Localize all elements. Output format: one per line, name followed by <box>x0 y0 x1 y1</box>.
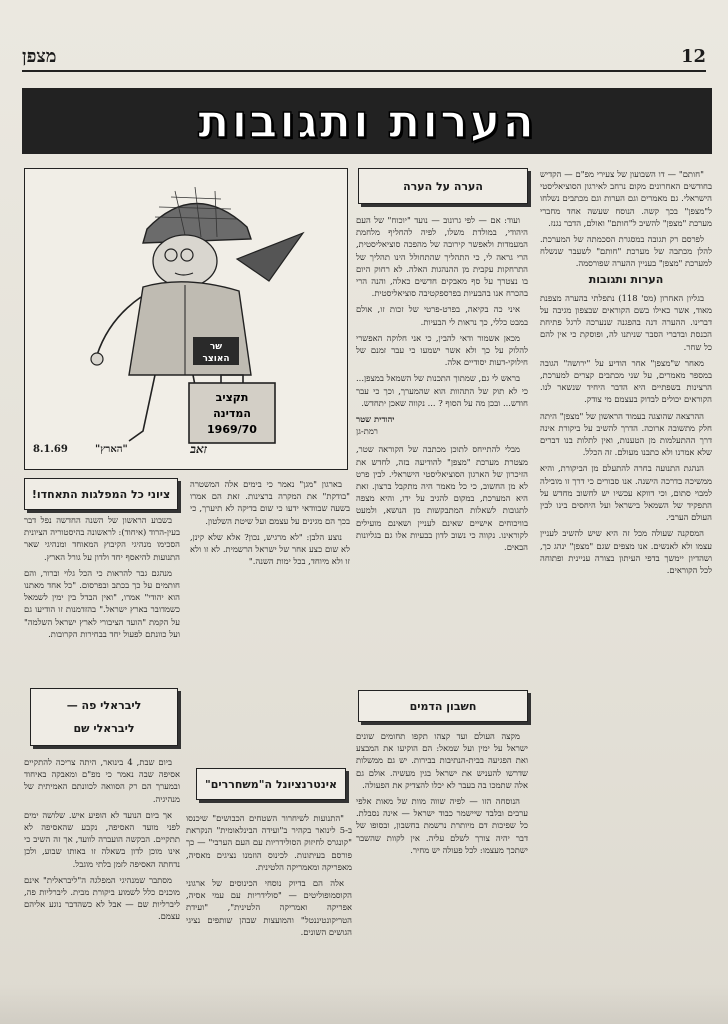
box-heading: אינטרנציונל ה"משחררים" <box>205 777 337 791</box>
middle-column-blood <box>356 730 528 855</box>
page-shading <box>0 984 728 1024</box>
right-para: הנהגת התנועה בחרה להתעלם מן הביקורת, והיא ממשיכה בדרכה הישנה. אנו סבורים כי דרך זו מובילה למבוי סתום, וכי דווקא עכשיו יש לחשוב מחדש על התפקיד של השמאל בישראל ועל היחסים בינו לבין העולם הערבי. <box>540 463 712 523</box>
mid-para: "התנועות לשיחרור השטחים הכבושים" שיכנסו ב-5 לינואר בקהיר ב"ועידה הבינלאומית" הנקראת "קונגרס לחיזוק הסולידריות עם העם הערבי" — כך פורסם בעיתונות. לכינוס הוזמנו נציגים מאסיה, מאפריקה ומאמריקה הלטינית. <box>186 813 352 872</box>
box-heading-line1: ליבראלי פה — <box>66 699 142 712</box>
page-number: 12 <box>680 46 706 67</box>
cartoon-date: 8.1.69 <box>33 444 68 455</box>
left-para: בשבוע הראשון של השנה החדשה נפל דבר בעין-הרוד (איחוד): לראשונה בהיסטוריה הציונית הסכימו מנהיגי הקיבוץ המאוחד ומנהיגי שאר התנועות להיאסף יחד ולדון על גורל הארץ. <box>24 515 180 562</box>
box-heading-line2: ליבראלי שם <box>73 722 135 735</box>
box-heading: חשבון הדמים <box>409 699 477 713</box>
heading-box-zionists-unite <box>24 478 178 510</box>
right-para: "חותם" — דו השבועון של צעירי מפ"ם — הקדיש בחודשים האחרונים מקום נרחב לאירגון הסוציאליסטי הישראלי. גם מאמרים וגם הערות וגם מכתבים נשלחו ל"מצפן" בכך קשה. הנוסח שעשה אחד מחברי מערכת "מצפן" להשיב ל"חותם" ואולם, הדבר נגנז. <box>540 169 712 228</box>
cartoon-frame <box>24 168 348 470</box>
left-column-zionists <box>24 514 180 684</box>
mid-para: ועוד: אם — לפי גרונוב — נועד "יוכוח" של העם היהודי, במולדת משלו, לפיה להחליף מלחמת המעמדות ולאפשר קירובה של מהפכה סוציאליסטית, הרי גראה לי, כי התהליך שהתחולל הינו תהליך של התרחקות עקבית מן ההנהגות האלה. לא רחוק היום בו נצטרך על סף מאבקים חדשים כאלה, והנה הרי בהכרח אנו בהבעיות בפרספקטיבה סוציאליסטית. <box>356 215 528 299</box>
left-para: בארגון "מגן" נאמר כי בימים אלה המשטרה "בודקת" את המקרה ברצינות. זאת הם אמרו בשעה שבוודאי ידעו כי שום בדיקה לא תיערך, כי בכך הם מגינים על עצמם ועל שיטת השלטון. <box>190 479 350 526</box>
heading-box-liberal <box>30 688 178 746</box>
left-para: מנהגם גבר להראות כי הכל גלוי וברור, והם חותמים על כך בכתב ובפרסום. "כל אחד מאתנו הוא יהודי" אמרו, "ואין הבדל בין ימין לשמאל כשמדובר בארץ ישראל." בהזדמנות זו הודיעו גם על הקמת "הועד הציבורי לארץ ישראל השלמה" ועל כוונתם לפעול יחד בבחירות הקרובות. <box>24 567 180 639</box>
brush-tail-shape <box>237 233 303 281</box>
left-para: ביום שבת, 4 בינואר, היתה צריכה להתקיים אסיפה שבה נאמר כי מפ"ם ומאבקה באיחוד ובמערך הם רק הסוואה לכוונתם האמיתית של מנהיגיה. <box>24 757 180 804</box>
box-heading: הערה על הערה <box>403 179 483 193</box>
left-para: אך ביום הנועד לא הופיע איש. שלושה ימים לפני מועד האסיפה, נקבע שהאסיפה לא תתקיים. הבקשה הועברה לוועד, אך זה השיב כי אינו מוכן לדון בשאלה זו באותו שבוע, ולכן נדחתה האסיפה לזמן בלתי מוגבל. <box>24 809 180 869</box>
cartoon-source: "הארץ" <box>95 444 128 455</box>
mid-para: איני כה בקיאה, בפרט-פרטי של זכות זו, אולם במבט כללי, כך נראות לי הבעיות. <box>356 304 528 327</box>
letter-signature: יהודית שטר <box>356 414 395 425</box>
briefcase-line3: 1969/70 <box>207 423 257 436</box>
heading-box-blood-account <box>358 690 528 722</box>
left-column-liberal <box>24 756 180 1012</box>
right-section-header: הערות ותגובות <box>588 272 664 286</box>
mid-para: אלה הם בדיוק נוסחי הכינוסים של ארגוני הקוסמופוליטים — "סולידריות עם עמי אסיה, אפריקה ואמריקה הלטינית", "ועידת הטריקונטיננטל" והמועצות שבהן שותפים נציגי הגושים השונים. <box>186 878 352 937</box>
left-para: מסתבר שמנהיגי המפלגה ה"ליבראלית" אינם מוכנים כלל לשמוע ביקורת מבית. ליברליות פה, ליברליות שם — אבל לא כשהדבר נוגע אליהם עצמם. <box>24 874 180 922</box>
artist-signature: זאב <box>190 442 207 456</box>
coat-label-line1: שר <box>209 342 223 352</box>
right-para: לפרסם רק תגובה במסגרת הסכמתה של המערכת. להלן מכתבה של מערכת "חותם" לשעבר שנשלח למערכת "מצפן" בעניין ההערה שפורסמה. <box>540 234 712 269</box>
left-para: נוצע הלבן: "לא מרגיש, נכון? אלא שלא קינן, לא שום כצע אחר של ישראל הרשמית. לא זו ולא זו ולא מיוחד, בכל ימות השנה." <box>190 531 350 567</box>
mid-para: הנוסחה הזו — לפיה שווה מוות של מאות אלפי ערבים ובלבד שיישמר כבוד ישראל — אינה נסבלת. כל שפיכות דם מיותרת נרשמת בחשבון, ובסופו של דבר יהיה צורך לשלם עליה. אין לקוות שהשבר ישתכך מעצמו: לכל פעולה יש מחיר. <box>356 796 528 855</box>
briefcase-handle-icon <box>221 375 243 383</box>
right-para: בגליון האחרון (מס' 118) נתפלתי בהערה מצפנת מאוד, אשר כאילו בשם הקוראים שבצפון מגיבה על דברינו. ההערה דנה בהפגנה שנערכה לרגל פתיחת הכנסת ובדברי הסבר שניתנו לה, ופוסקת כי אין להם כל שחר. <box>540 292 712 352</box>
mid-para: מקצה העולם ועד קצהו תקפו תחומים שונים ישראל על ימין ועל שמאל: הם הוקיעו את המבצע ואת הפגיעה בבית-הנתיבות בבירות. יש גם ממשלות שדרשו להעניש את ישראל בגין מעשיה. אולם גם אלה שתמכו בה בעבר לא יכלו להצדיק את הפעולה. <box>356 731 528 790</box>
section-banner <box>22 88 712 154</box>
right-column <box>540 168 712 1008</box>
coat-label-line2: האוצר <box>202 354 230 364</box>
running-header <box>22 42 706 72</box>
leg-left <box>129 375 155 441</box>
center-left-column <box>190 478 350 758</box>
middle-column-upper <box>356 214 528 664</box>
hand-shape <box>91 353 103 365</box>
publication-name: מצפן <box>22 46 57 67</box>
heading-box-comment-on-comment <box>358 168 528 204</box>
mid-para: מכאן אשמור ודאי להבין, כי אני חלוקה האפשרי להלוק על כך ולא אשר ישמעו כי עבר זמנם של חילוקי-דעות יסודיים אלה. <box>356 332 528 368</box>
right-para: מאחר ש"מצפן" אחר הודיע על "ירושה" הגובה במספר מאמרים, על שני מכתבים קצרים למערכת, הרצינות בשפתיים היא הדבר היחיד שנשאר לנו. הקוראים יכולים לבדוק בעצמם מי צודק. <box>540 357 712 405</box>
right-para: המסקנה שעולה מכל זה היא שיש להשיב לעניין עצמו ולא לאנשים. אנו מצפים שגם "מצפן" ינהג כך, ושהדיון יימשך בדפי העיתון בצורה עניינית ופתוחה לכל הקוראים. <box>540 528 712 576</box>
international-article <box>186 812 352 1012</box>
right-para: ההרצאה שהוצגה בעמוד הראשון של "מצפן" היתה חלק מתשובה ארוכה. הדרך להשיב על ביקורת אינה דרך ההתעלמות מן הטענות, ואין לתלות בנו דברים שלא אמרנו ולא כתבנו מעולם. זה הכלל. <box>540 410 712 458</box>
letter-location: רמת-גן <box>356 426 378 437</box>
section-title: הערות ותגובות <box>198 94 536 148</box>
mid-para: בראש לי גם, שמתוך התכנות של השמאל במצפן... כי לא תוק של התהוות הוא שהמערך, וכך כי עבר חודש... ובכן מה על הסוף ? ... נקווה שאכן יתחדש. <box>356 373 528 408</box>
finance-minister-cartoon <box>25 169 347 469</box>
mid-para: מבלי להתייחס לתוכן מכתבה של הקוראה שטר, מצטרת מערכת "מצפן" להודיעה בזה, לחדש את הזיכרון של הארגון הסוציאליסטי הישראלי. לבין פרט לא מן החשוב, כי כל מאמר היה מתקבל ברצון. זאת היא המערכת, במקום להגיב על ידו, והיא מצפה לתגובות לשאלות המתבקשות מן הנושא, ולמעט בוויכוחים אישיים שאינם לעניין ושאינם מועילים לקוראינו. נקווה כי נשוב לדון בבעיות אלו גם בגליונות הבאים. <box>356 444 528 553</box>
box-heading: ציוני כל המפלגות התאחדו! <box>31 487 171 501</box>
briefcase-line1: תקציב <box>215 391 249 404</box>
briefcase-line2: המדינה <box>213 407 251 420</box>
heading-box-international <box>196 768 346 800</box>
